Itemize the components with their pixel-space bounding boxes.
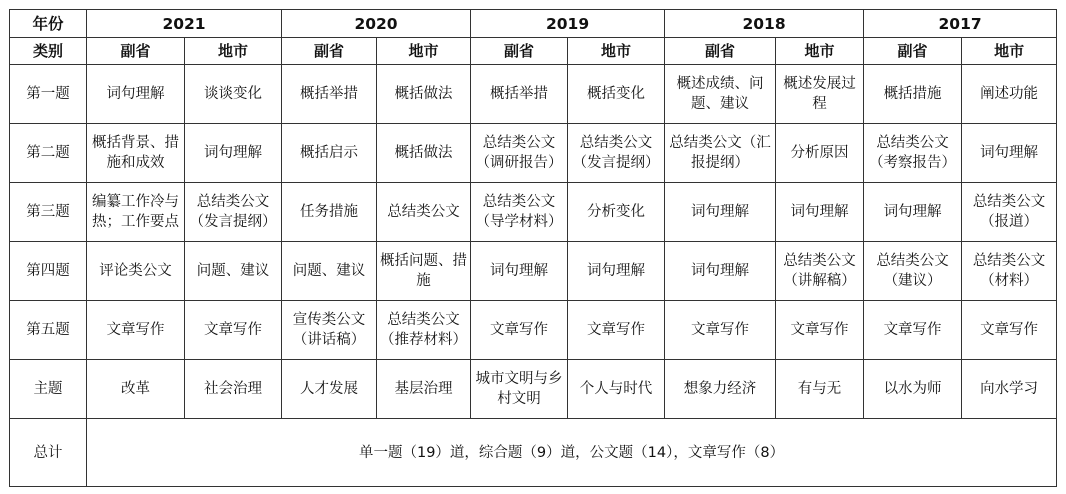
table-cell: 文章写作 bbox=[87, 301, 185, 360]
table-cell: 文章写作 bbox=[776, 301, 864, 360]
table-cell: 文章写作 bbox=[185, 301, 282, 360]
category-header-cell: 副省 bbox=[87, 38, 185, 65]
table-cell: 词句理解 bbox=[665, 183, 776, 242]
table-cell: 向水学习 bbox=[962, 360, 1057, 419]
table-cell: 词句理解 bbox=[568, 242, 665, 301]
table-cell: 概括背景、措施和成效 bbox=[87, 124, 185, 183]
table-cell: 词句理解 bbox=[864, 183, 962, 242]
year-header-cell: 2017 bbox=[864, 10, 1057, 38]
table-row bbox=[10, 65, 1057, 124]
year-header-label: 年份 bbox=[10, 10, 87, 38]
table-cell: 总结类公文（考察报告） bbox=[864, 124, 962, 183]
table-cell: 总结类公文 bbox=[377, 183, 471, 242]
table-cell: 概述发展过程 bbox=[776, 65, 864, 124]
table-cell: 概括变化 bbox=[568, 65, 665, 124]
category-header-row bbox=[10, 38, 1057, 65]
table-row bbox=[10, 183, 1057, 242]
table-cell: 文章写作 bbox=[864, 301, 962, 360]
category-header-cell: 副省 bbox=[282, 38, 377, 65]
year-header-row bbox=[10, 10, 1057, 38]
table-cell: 宣传类公文（讲话稿） bbox=[282, 301, 377, 360]
category-header-cell: 地市 bbox=[962, 38, 1057, 65]
table-cell: 词句理解 bbox=[665, 242, 776, 301]
category-header-cell: 副省 bbox=[471, 38, 568, 65]
table-cell: 概括举措 bbox=[282, 65, 377, 124]
table-cell: 总结类公文（讲解稿） bbox=[776, 242, 864, 301]
row-label: 主题 bbox=[10, 360, 87, 419]
table-cell: 概括举措 bbox=[471, 65, 568, 124]
table-cell: 总结类公文（报道） bbox=[962, 183, 1057, 242]
table-cell: 评论类公文 bbox=[87, 242, 185, 301]
row-label: 第四题 bbox=[10, 242, 87, 301]
table-cell: 词句理解 bbox=[471, 242, 568, 301]
table-cell: 人才发展 bbox=[282, 360, 377, 419]
table-cell: 问题、建议 bbox=[282, 242, 377, 301]
table-row bbox=[10, 242, 1057, 301]
table-cell: 文章写作 bbox=[568, 301, 665, 360]
table-cell: 基层治理 bbox=[377, 360, 471, 419]
table-cell: 总结类公文（推荐材料） bbox=[377, 301, 471, 360]
table-cell: 总结类公文（发言提纲） bbox=[185, 183, 282, 242]
table-cell: 谈谈变化 bbox=[185, 65, 282, 124]
category-header-cell: 副省 bbox=[864, 38, 962, 65]
category-header-cell: 副省 bbox=[665, 38, 776, 65]
table-cell: 有与无 bbox=[776, 360, 864, 419]
year-header-cell: 2018 bbox=[665, 10, 864, 38]
table-cell: 问题、建议 bbox=[185, 242, 282, 301]
category-header-label: 类别 bbox=[10, 38, 87, 65]
table-cell: 改革 bbox=[87, 360, 185, 419]
table-cell: 文章写作 bbox=[471, 301, 568, 360]
table-row bbox=[10, 124, 1057, 183]
table-row bbox=[10, 360, 1057, 419]
table-cell: 分析变化 bbox=[568, 183, 665, 242]
table-cell: 文章写作 bbox=[962, 301, 1057, 360]
total-summary: 单一题（19）道，综合题（9）道，公文题（14），文章写作（8） bbox=[87, 419, 1057, 487]
exam-topic-table bbox=[9, 9, 1057, 487]
table-cell: 文章写作 bbox=[665, 301, 776, 360]
table-cell: 以水为师 bbox=[864, 360, 962, 419]
category-header-cell: 地市 bbox=[185, 38, 282, 65]
table-cell: 词句理解 bbox=[87, 65, 185, 124]
table-cell: 概括措施 bbox=[864, 65, 962, 124]
table-cell: 总结类公文（导学材料） bbox=[471, 183, 568, 242]
row-label: 第三题 bbox=[10, 183, 87, 242]
table-cell: 城市文明与乡村文明 bbox=[471, 360, 568, 419]
table-cell: 想象力经济 bbox=[665, 360, 776, 419]
table-cell: 总结类公文（材料） bbox=[962, 242, 1057, 301]
row-label: 第一题 bbox=[10, 65, 87, 124]
table-cell: 社会治理 bbox=[185, 360, 282, 419]
year-header-cell: 2021 bbox=[87, 10, 282, 38]
table-cell: 概括做法 bbox=[377, 65, 471, 124]
table-cell: 任务措施 bbox=[282, 183, 377, 242]
table-cell: 总结类公文（发言提纲） bbox=[568, 124, 665, 183]
total-row bbox=[10, 419, 1057, 487]
row-label: 第五题 bbox=[10, 301, 87, 360]
table-cell: 概述成绩、问题、建议 bbox=[665, 65, 776, 124]
table-cell: 词句理解 bbox=[185, 124, 282, 183]
category-header-cell: 地市 bbox=[568, 38, 665, 65]
table-cell: 总结类公文（汇报提纲） bbox=[665, 124, 776, 183]
category-header-cell: 地市 bbox=[377, 38, 471, 65]
table-cell: 概括启示 bbox=[282, 124, 377, 183]
table-cell: 总结类公文（建议） bbox=[864, 242, 962, 301]
table-cell: 编纂工作冷与热；工作要点 bbox=[87, 183, 185, 242]
table-cell: 概括问题、措施 bbox=[377, 242, 471, 301]
year-header-cell: 2019 bbox=[471, 10, 665, 38]
table-cell: 词句理解 bbox=[776, 183, 864, 242]
table-cell: 词句理解 bbox=[962, 124, 1057, 183]
table-cell: 阐述功能 bbox=[962, 65, 1057, 124]
year-header-cell: 2020 bbox=[282, 10, 471, 38]
total-label: 总计 bbox=[10, 419, 87, 487]
table-row bbox=[10, 301, 1057, 360]
table-cell: 概括做法 bbox=[377, 124, 471, 183]
table-cell: 总结类公文（调研报告） bbox=[471, 124, 568, 183]
table-cell: 个人与时代 bbox=[568, 360, 665, 419]
category-header-cell: 地市 bbox=[776, 38, 864, 65]
row-label: 第二题 bbox=[10, 124, 87, 183]
table-cell: 分析原因 bbox=[776, 124, 864, 183]
